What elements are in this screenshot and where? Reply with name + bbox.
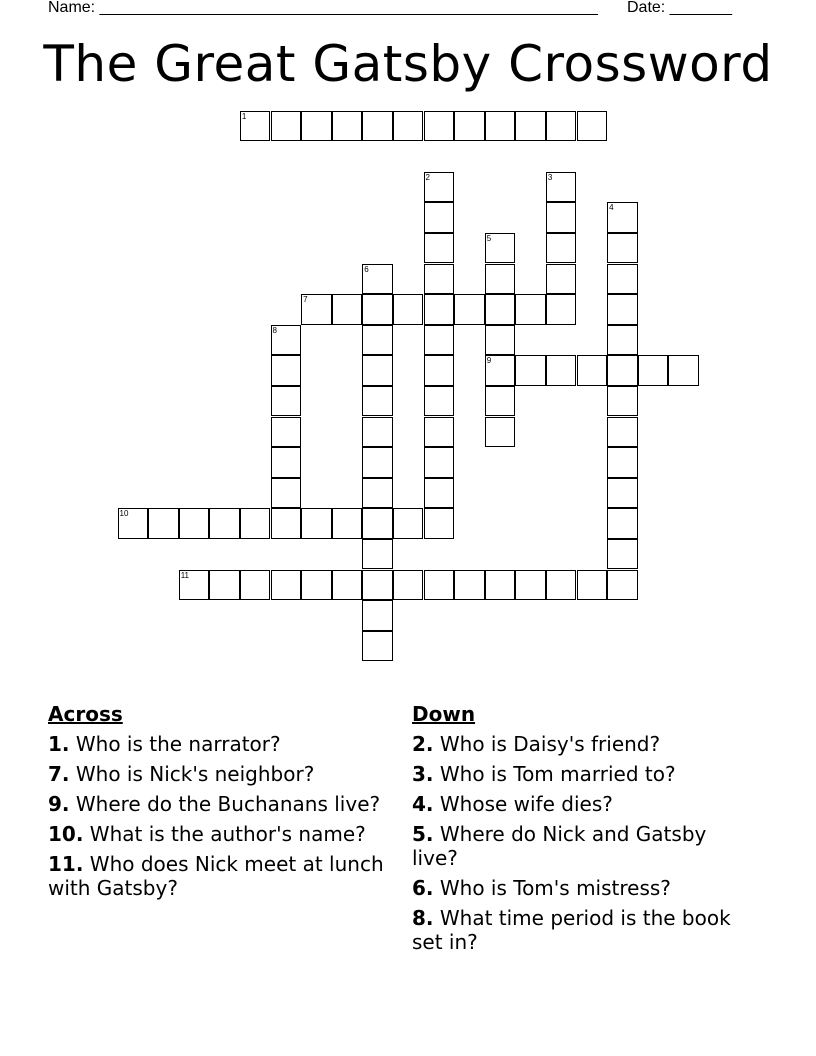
- clue-number: 7.: [48, 762, 70, 786]
- clue-text: Who is Tom married to?: [439, 762, 676, 786]
- clue-number: 8.: [412, 906, 434, 930]
- crossword-cell[interactable]: [485, 386, 516, 417]
- crossword-cell[interactable]: [362, 478, 393, 509]
- crossword-cell[interactable]: [485, 417, 516, 448]
- clue-text: Who is the narrator?: [75, 732, 281, 756]
- clue-text: Whose wife dies?: [439, 792, 613, 816]
- crossword-cell[interactable]: [362, 386, 393, 417]
- crossword-cell[interactable]: [332, 111, 363, 142]
- clue-down-3: [412, 762, 757, 786]
- crossword-cell[interactable]: [271, 417, 302, 448]
- crossword-cell[interactable]: [362, 600, 393, 631]
- crossword-cell[interactable]: [118, 508, 149, 539]
- cell-number: 3: [547, 172, 553, 182]
- date-field-label: Date: _______: [627, 0, 732, 16]
- crossword-cell[interactable]: [607, 233, 638, 264]
- clue-number: 9.: [48, 792, 70, 816]
- crossword-cell[interactable]: [546, 111, 577, 142]
- crossword-cell[interactable]: [424, 355, 455, 386]
- crossword-cell[interactable]: [546, 172, 577, 203]
- clue-number: 3.: [412, 762, 434, 786]
- crossword-cell[interactable]: [607, 417, 638, 448]
- crossword-cell[interactable]: [209, 570, 240, 601]
- name-field-label: Name: ________________________________________________________: [48, 0, 598, 16]
- clue-text: Who does Nick meet at lunch with Gatsby?: [48, 852, 384, 900]
- crossword-cell[interactable]: [424, 325, 455, 356]
- clue-text: Who is Tom's mistress?: [439, 876, 671, 900]
- crossword-cell[interactable]: [485, 294, 516, 325]
- crossword-cell[interactable]: [546, 355, 577, 386]
- clue-number: 4.: [412, 792, 434, 816]
- crossword-cell[interactable]: [607, 386, 638, 417]
- crossword-cell[interactable]: [271, 111, 302, 142]
- clue-number: 2.: [412, 732, 434, 756]
- crossword-cell[interactable]: [424, 508, 455, 539]
- cell-number: 10: [119, 509, 129, 519]
- cell-number: 8: [272, 325, 277, 335]
- crossword-cell[interactable]: [485, 111, 516, 142]
- crossword-cell[interactable]: [424, 233, 455, 264]
- crossword-cell[interactable]: [485, 233, 516, 264]
- crossword-cell[interactable]: [179, 508, 210, 539]
- crossword-cell[interactable]: [271, 478, 302, 509]
- crossword-cell[interactable]: [607, 355, 638, 386]
- crossword-cell[interactable]: [362, 417, 393, 448]
- crossword-cell[interactable]: [607, 202, 638, 233]
- clue-text: Where do the Buchanans live?: [75, 792, 381, 816]
- cell-number: 11: [180, 570, 189, 580]
- cell-number: 1: [241, 111, 247, 121]
- crossword-cell[interactable]: [454, 294, 485, 325]
- clue-number: 5.: [412, 822, 434, 846]
- crossword-cell[interactable]: [209, 508, 240, 539]
- crossword-cell[interactable]: [424, 172, 455, 203]
- crossword-cell[interactable]: [607, 508, 638, 539]
- clue-across-7: [48, 762, 393, 786]
- crossword-cell[interactable]: [485, 355, 516, 386]
- crossword-cell[interactable]: [546, 264, 577, 295]
- crossword-cell[interactable]: [393, 294, 424, 325]
- clue-across-10: [48, 822, 393, 846]
- crossword-cell[interactable]: [393, 508, 424, 539]
- crossword-cell[interactable]: [546, 294, 577, 325]
- crossword-cell[interactable]: [271, 447, 302, 478]
- down-heading: Down: [412, 702, 476, 726]
- crossword-cell[interactable]: [240, 111, 271, 142]
- crossword-cell[interactable]: [271, 355, 302, 386]
- clue-down-2: [412, 732, 757, 756]
- cell-number: 6: [364, 264, 369, 274]
- clue-number: 11.: [48, 852, 84, 876]
- clue-down-5: [412, 822, 757, 870]
- crossword-cell[interactable]: [362, 447, 393, 478]
- crossword-cell[interactable]: [424, 264, 455, 295]
- crossword-cell[interactable]: [271, 386, 302, 417]
- clue-number: 10.: [48, 822, 84, 846]
- crossword-cell[interactable]: [668, 355, 699, 386]
- crossword-cell[interactable]: [577, 570, 608, 601]
- cell-number: 4: [609, 203, 614, 213]
- crossword-cell[interactable]: [546, 233, 577, 264]
- crossword-cell[interactable]: [362, 355, 393, 386]
- crossword-cell[interactable]: [271, 508, 302, 539]
- crossword-cell[interactable]: [240, 570, 271, 601]
- clue-text: Where do Nick and Gatsby live?: [412, 822, 707, 870]
- clue-text: What time period is the book set in?: [412, 906, 731, 954]
- crossword-cell[interactable]: [362, 325, 393, 356]
- crossword-cell[interactable]: [577, 355, 608, 386]
- crossword-cell[interactable]: [301, 111, 332, 142]
- crossword-cell[interactable]: [607, 294, 638, 325]
- crossword-cell[interactable]: [362, 264, 393, 295]
- crossword-cell[interactable]: [362, 570, 393, 601]
- crossword-cell[interactable]: [424, 570, 455, 601]
- clue-across-1: [48, 732, 393, 756]
- clue-text: Who is Daisy's friend?: [439, 732, 661, 756]
- crossword-cell[interactable]: [332, 570, 363, 601]
- crossword-cell[interactable]: [332, 508, 363, 539]
- cell-number: 5: [486, 233, 492, 243]
- crossword-cell[interactable]: [515, 111, 546, 142]
- crossword-cell[interactable]: [424, 386, 455, 417]
- crossword-cell[interactable]: [515, 294, 546, 325]
- clue-text: Who is Nick's neighbor?: [75, 762, 315, 786]
- crossword-cell[interactable]: [454, 570, 485, 601]
- clue-across-11: [48, 852, 393, 900]
- clue-number: 6.: [412, 876, 434, 900]
- crossword-cell[interactable]: [485, 570, 516, 601]
- cell-number: 9: [486, 356, 492, 366]
- crossword-cell[interactable]: [362, 111, 393, 142]
- clue-down-8: [412, 906, 757, 954]
- crossword-cell[interactable]: [424, 111, 455, 142]
- crossword-cell[interactable]: [515, 570, 546, 601]
- crossword-cell[interactable]: [424, 202, 455, 233]
- crossword-cell[interactable]: [393, 570, 424, 601]
- crossword-cell[interactable]: [332, 294, 363, 325]
- crossword-cell[interactable]: [485, 325, 516, 356]
- crossword-cell[interactable]: [546, 202, 577, 233]
- crossword-cell[interactable]: [607, 478, 638, 509]
- crossword-cell[interactable]: [179, 570, 210, 601]
- crossword-cell[interactable]: [301, 508, 332, 539]
- crossword-cell[interactable]: [607, 570, 638, 601]
- clue-text: What is the author's name?: [89, 822, 366, 846]
- crossword-cell[interactable]: [271, 570, 302, 601]
- clue-down-6: [412, 876, 757, 900]
- across-clues: [48, 702, 393, 906]
- crossword-cell[interactable]: [301, 570, 332, 601]
- crossword-cell[interactable]: [424, 294, 455, 325]
- across-heading: Across: [48, 702, 123, 726]
- crossword-cell[interactable]: [362, 539, 393, 570]
- crossword-cell[interactable]: [148, 508, 179, 539]
- crossword-cell[interactable]: [362, 294, 393, 325]
- crossword-cell[interactable]: [362, 631, 393, 662]
- crossword-cell[interactable]: [485, 264, 516, 295]
- crossword-cell[interactable]: [607, 447, 638, 478]
- crossword-cell[interactable]: [515, 355, 546, 386]
- clue-down-4: [412, 792, 757, 816]
- crossword-cell[interactable]: [271, 325, 302, 356]
- crossword-cell[interactable]: [424, 447, 455, 478]
- crossword-cell[interactable]: [393, 111, 424, 142]
- crossword-cell[interactable]: [577, 111, 608, 142]
- crossword-cell[interactable]: [546, 570, 577, 601]
- crossword-cell[interactable]: [424, 417, 455, 448]
- crossword-cell[interactable]: [362, 508, 393, 539]
- page-title: The Great Gatsby Crossword: [43, 35, 773, 93]
- crossword-cell[interactable]: [607, 325, 638, 356]
- crossword-cell[interactable]: [607, 539, 638, 570]
- clue-across-9: [48, 792, 393, 816]
- cell-number: 7: [303, 295, 308, 305]
- down-clues: [412, 702, 757, 960]
- crossword-cell[interactable]: [424, 478, 455, 509]
- cell-number: 2: [425, 172, 430, 182]
- crossword-cell[interactable]: [301, 294, 332, 325]
- crossword-cell[interactable]: [454, 111, 485, 142]
- crossword-cell[interactable]: [240, 508, 271, 539]
- clue-number: 1.: [48, 732, 70, 756]
- crossword-cell[interactable]: [607, 264, 638, 295]
- crossword-cell[interactable]: [638, 355, 669, 386]
